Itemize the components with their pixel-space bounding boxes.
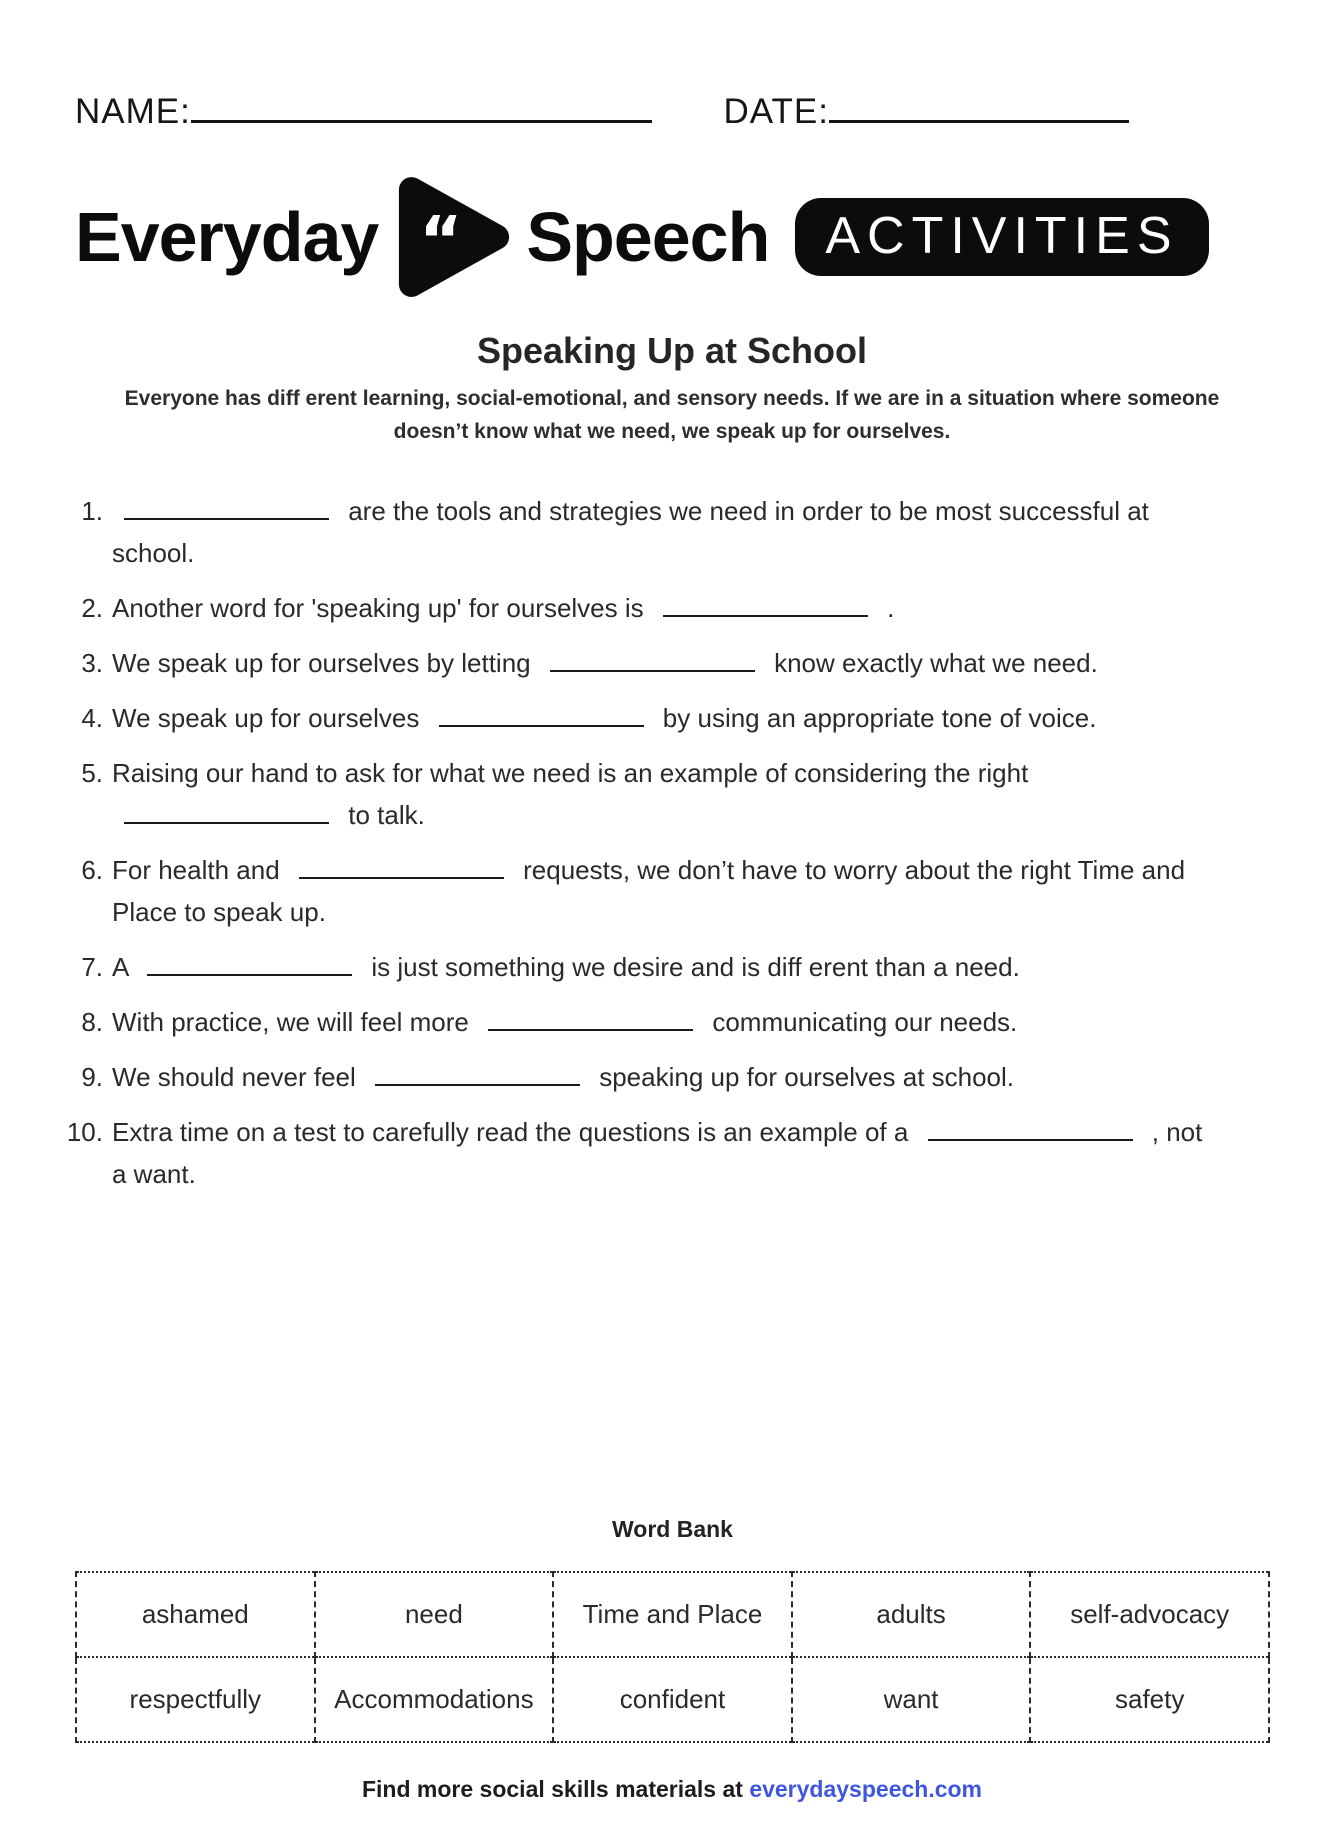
question-number: 5. <box>81 758 103 788</box>
footer-text: Find more social skills materials at <box>361 1776 750 1802</box>
question-text: We speak up for ourselves by letting know exactly what we need. <box>112 648 1098 678</box>
word-bank-cell: confident <box>553 1657 792 1742</box>
name-input-line[interactable] <box>191 88 652 123</box>
question-10 <box>66 1111 1211 1195</box>
question-text: We speak up for ourselves by using an appropriate tone of voice. <box>112 703 1097 733</box>
answer-blank[interactable] <box>147 956 352 976</box>
question-9 <box>66 1056 1211 1098</box>
word-bank-cell: adults <box>792 1572 1031 1657</box>
date-input-line[interactable] <box>829 88 1129 123</box>
answer-blank[interactable] <box>124 804 329 824</box>
answer-blank[interactable] <box>124 500 329 520</box>
answer-blank[interactable] <box>663 597 868 617</box>
answer-blank[interactable] <box>375 1066 580 1086</box>
question-list <box>66 490 1211 1195</box>
answer-blank[interactable] <box>439 707 644 727</box>
question-text: For health and requests, we don’t have to worry about the right Time and Place to speak up. <box>112 855 1186 927</box>
word-bank-cell: Time and Place <box>553 1572 792 1657</box>
question-6 <box>66 849 1211 933</box>
word-bank-cell: need <box>315 1572 554 1657</box>
name-label: NAME: <box>75 92 191 131</box>
worksheet-page <box>0 88 1344 1836</box>
question-number: 6. <box>81 855 103 885</box>
question-number: 10. <box>66 1117 103 1147</box>
question-text: Another word for 'speaking up' for ourselves is . <box>112 593 895 623</box>
word-bank-cell: Accommodations <box>315 1657 554 1742</box>
question-text: Raising our hand to ask for what we need is an example of considering the right to talk. <box>112 758 1029 830</box>
footer-link[interactable]: everydayspeech.com <box>749 1776 983 1802</box>
word-bank-row <box>76 1572 1269 1657</box>
logo <box>75 174 1269 300</box>
question-number: 2. <box>81 593 103 623</box>
question-4 <box>66 697 1211 739</box>
activities-badge: ACTIVITIES <box>795 198 1208 276</box>
question-text: Extra time on a test to carefully read the questions is an example of a , not a want. <box>112 1117 1203 1189</box>
question-text: We should never feel speaking up for ourselves at school. <box>112 1062 1015 1092</box>
answer-blank[interactable] <box>928 1121 1133 1141</box>
word-bank-table <box>75 1571 1270 1743</box>
question-number: 3. <box>81 648 103 678</box>
word-bank-cell: safety <box>1030 1657 1269 1742</box>
question-text: A is just something we desire and is diff erent than a need. <box>112 952 1020 982</box>
logo-word-everyday: Everyday <box>75 198 379 276</box>
question-8 <box>66 1001 1211 1043</box>
question-text: are the tools and strategies we need in order to be most successful at school. <box>112 496 1149 568</box>
play-quotes-icon <box>396 174 512 300</box>
question-text: With practice, we will feel more communicating our needs. <box>112 1007 1018 1037</box>
question-number: 9. <box>81 1062 103 1092</box>
word-bank-row <box>76 1657 1269 1742</box>
svg-text:“: “ <box>419 202 463 280</box>
logo-word-speech: Speech <box>526 198 770 276</box>
intro-text: Everyone has diff erent learning, social-emotional, and sensory needs. If we are in a situation where someone doesn’t know what we need, we speak up for ourselves. <box>124 387 1220 443</box>
question-7 <box>66 946 1211 988</box>
word-bank-cell: self-advocacy <box>1030 1572 1269 1657</box>
question-number: 8. <box>81 1007 103 1037</box>
answer-blank[interactable] <box>550 652 755 672</box>
question-2 <box>66 587 1211 629</box>
question-number: 7. <box>81 952 103 982</box>
word-bank-cell: want <box>792 1657 1031 1742</box>
name-date-row <box>75 88 1129 132</box>
answer-blank[interactable] <box>299 859 504 879</box>
question-number: 4. <box>81 703 103 733</box>
word-bank-section <box>75 1516 1270 1743</box>
footer <box>0 1776 1344 1803</box>
date-label: DATE: <box>723 92 829 131</box>
page-title: Speaking Up at School <box>476 330 868 371</box>
word-bank-cell: respectfully <box>76 1657 315 1742</box>
question-5 <box>66 752 1211 836</box>
word-bank-title: Word Bank <box>612 1516 733 1542</box>
word-bank-cell: ashamed <box>76 1572 315 1657</box>
question-number: 1. <box>81 496 103 526</box>
question-3 <box>66 642 1211 684</box>
answer-blank[interactable] <box>488 1011 693 1031</box>
question-1 <box>66 490 1211 574</box>
